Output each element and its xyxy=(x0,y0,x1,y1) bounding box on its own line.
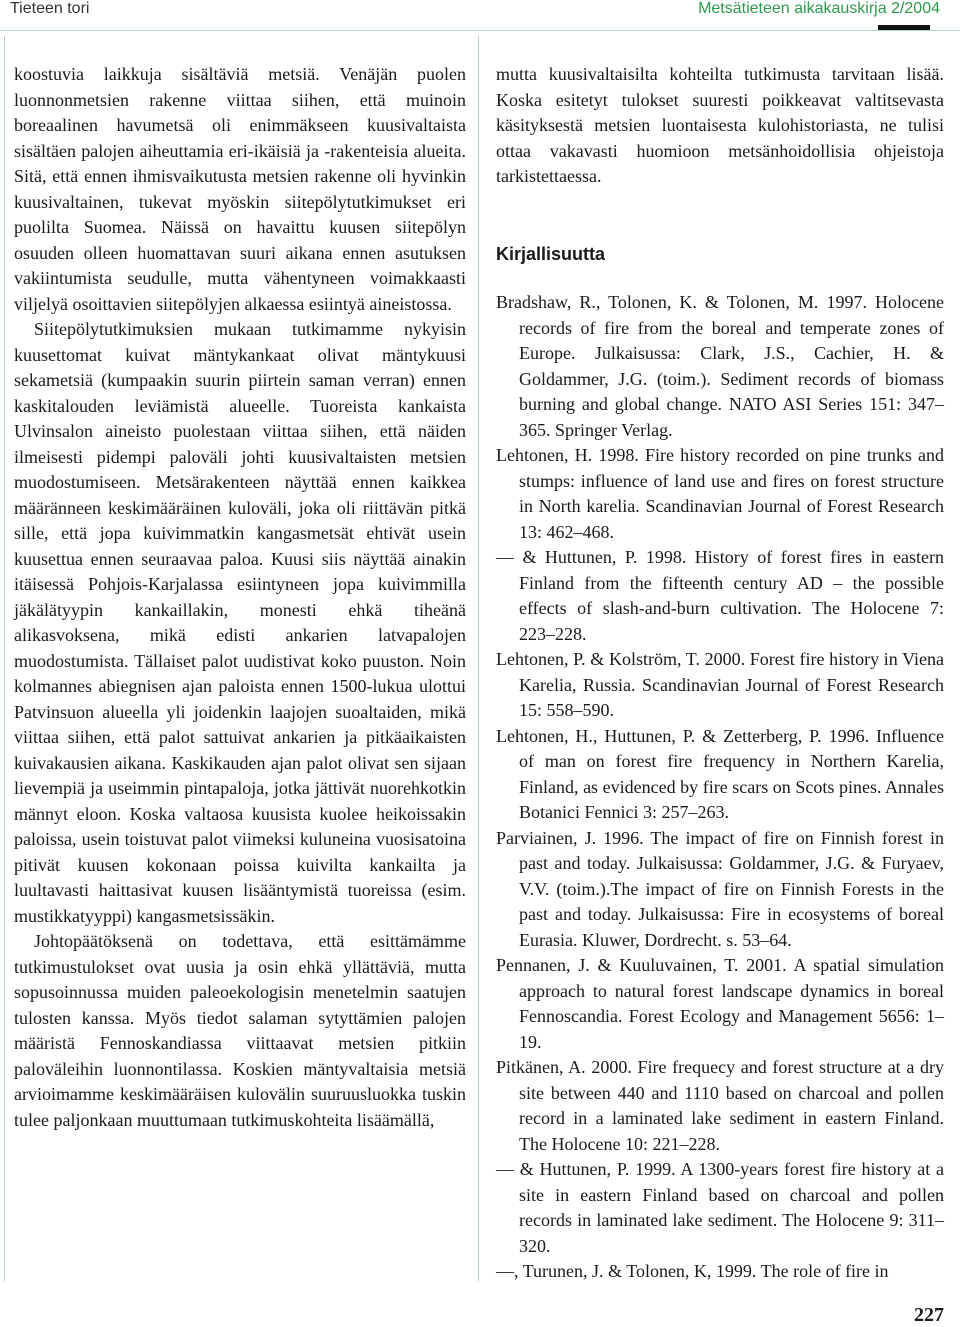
body-paragraph: mutta kuusivaltaisilta kohteilta tutkimusta tarvitaan lisää. Koska esitetyt tulokset suuresti poikkeavat valtitsevasta käsityksestä metsien luontaisesta kulohistoriasta, ne tulisi ottaa vakavasti huomioon metsänhoidollisia ohjeistoja tarkistettaessa. xyxy=(496,64,944,186)
reference-list xyxy=(496,290,944,1285)
header-rule xyxy=(0,30,960,31)
left-column xyxy=(14,62,466,1133)
right-column xyxy=(496,62,944,1285)
reference-item: Lehtonen, H., Huttunen, P. & Zetterberg, P. 1996. Influence of man on forest fire frequency in Northern Karelia, Finland, as evidenced by fire scars on Scots pines. Annales Botanici Fennici 3: 257–263. xyxy=(496,725,944,822)
reference-item: Parviainen, J. 1996. The impact of fire on Finnish forest in past and today. Julkaisussa: Goldammer, J.G. & Furyaev, V.V. (toim.).The impact of fire on Finnish Forests in the past and today. Julkaisussa: Fire in ecosystems of boreal Eurasia. Kluwer, Dordrecht. s. 53–64. xyxy=(496,827,944,950)
reference-item: Bradshaw, R., Tolonen, K. & Tolonen, M. 1997. Holocene records of fire from the boreal and temperate zones of Europe. Julkaisussa: Clark, J.S., Cachier, H. & Goldammer, J.G. (toim.). Sediment records of biomass burning and global change. NATO ASI Series 151: 347–365. Springer Verlag. xyxy=(496,292,944,440)
body-paragraph: Johtopäätöksenä on todettava, että esittämämme tutkimustulokset ovat uusia ja osin ehkä yllättäviä, mutta sopusoinnussa muiden paleoekologisin menetelmin saatujen tulosten kanssa. Myös tiedot salaman sytyttämien palojen määristä Fennoskandiassa viittaavat metsien pitkiin paloväleihin luonnontilassa. Koskien mäntyvaltaisia metsiä arvioimamme keskimääräisen kulovälin suuruusluokka tuskin tulee paljonkaan muuttumaan tutkimuskohteita lisäämällä, xyxy=(14,931,466,1130)
reference-item: — & Huttunen, P. 1998. History of forest fires in eastern Finland from the fifteenth century AD – the possible effects of slash-and-burn cultivation. The Holocene 7: 223–228. xyxy=(496,547,944,644)
reference-item: Pitkänen, A. 2000. Fire frequecy and forest structure at a dry site between 440 and 1110 based on charcoal and pollen record in a laminated lake sediment in eastern Finland. The Holocene 10: 221–228. xyxy=(496,1057,944,1154)
body-paragraph: Siitepölytutkimuksien mukaan tutkimamme nykyisin kuusettomat kuivat mäntykankaat olivat mäntykuusi sekametsiä (kumpaakin suurin piirtein saman verran) ennen kaskitalouden leviämistä alueelle. Tuoreista kankaista Ulvinsalon aineisto puolestaan viittaa siihen, että näiden ilmeisesti pidempi paloväli johti kuusivaltaisten metsien muodostumiseen. Metsärakenteen näyttää ennen kaikkea määränneen keskimääräinen kuloväli, joka oli riittävän pitkä sille, että jopa kuivimmatkin kangasmetsät ehtivät usein kuusettua ennen seuraavaa paloa. Kuusi siis näyttää ainakin itäisessä Pohjois-Karjalassa esiintyneen jopa kuivimmilla jäkälätyypin kankaillakin, monesti ehkä tiheänä alikasvoksena, mikä edisti ankarien latvapalojen muodostumista. Tällaiset palot uudistivat koko puuston. Noin kolmannes abiegnisen ajan paloista ennen 1500-lukua ulottui Patvinsuon alueella yli joidenkin laajojen suoaltaiden, mikä viittaa siihen, että palot sattuivat ankarien ja pitkäaikaisten kuivakausien aikana. Kaskikauden ajan palot olivat sen sijaan lievempiä ja useimmin pintapaloja, jotka jättivät nuorehkotkin männyt eloon. Koska valtaosa kuusista kuolee heikoissakin paloissa, usein toistuvat palot viimeksi kuluneina vuosisatoina pitivät kuusen kokonaan poissa kuivilta kankailta ja luultavasti haittasivat kuusen lisääntymistä tuoreissa (esim. mustikkatyyppi) kangasmetsissäkin. xyxy=(14,319,466,926)
reference-item: —, Turunen, J. & Tolonen, K, 1999. The role of fire in xyxy=(496,1261,889,1281)
reference-item: Pennanen, J. & Kuuluvainen, T. 2001. A spatial simulation approach to natural forest landscape dynamics in boreal Fennoscandia. Forest Ecology and Management 5656: 1–19. xyxy=(496,955,944,1052)
reference-item: Lehtonen, H. 1998. Fire history recorded on pine trunks and stumps: influence of land use and fires on forest structure in North karelia. Scandinavian Journal of Forest Research 13: 462–468. xyxy=(496,445,944,542)
running-header-journal: Metsätieteen aikakauskirja 2/2004 xyxy=(698,0,940,17)
page-number: 227 xyxy=(914,1304,944,1326)
column-divider-rule xyxy=(478,36,479,1281)
body-paragraph: koostuvia laikkuja sisältäviä metsiä. Venäjän puolen luonnonmetsien rakenne viittaa siihen, että muinoin boreaalinen havumetsä oli enimmäkseen kuusivaltaista sisältäen palojen aiheuttamia eri-ikäisiä ja -rakenteisia alueita. Sitä, että ennen ihmisvaikutusta metsien rakenne oli hyvinkin kuusivaltainen, tukevat myöskin siitepölytutkimukset eri puolilta Suomea. Näissä on havaittu kuusen siitepölyn osuuden olleen huomattavan suuri aikana ennen asutuksen vakiintumista seudulle, mutta vähentyneen voimakkaasti viljelyä osoittavien siitepölyjen alkaessa esiintyä aineistossa. xyxy=(14,64,466,314)
running-header-section: Tieteen tori xyxy=(10,0,90,17)
reference-item: Lehtonen, P. & Kolström, T. 2000. Forest fire history in Viena Karelia, Russia. Scandinavian Journal of Forest Research 15: 558–590. xyxy=(496,649,944,720)
left-margin-rule xyxy=(4,36,5,1281)
references-heading: Kirjallisuutta xyxy=(496,243,606,264)
reference-item: — & Huttunen, P. 1999. A 1300-years forest fire history at a site in eastern Finland based on charcoal and pollen records in laminated lake sediment. The Holocene 9: 311–320. xyxy=(496,1159,944,1256)
